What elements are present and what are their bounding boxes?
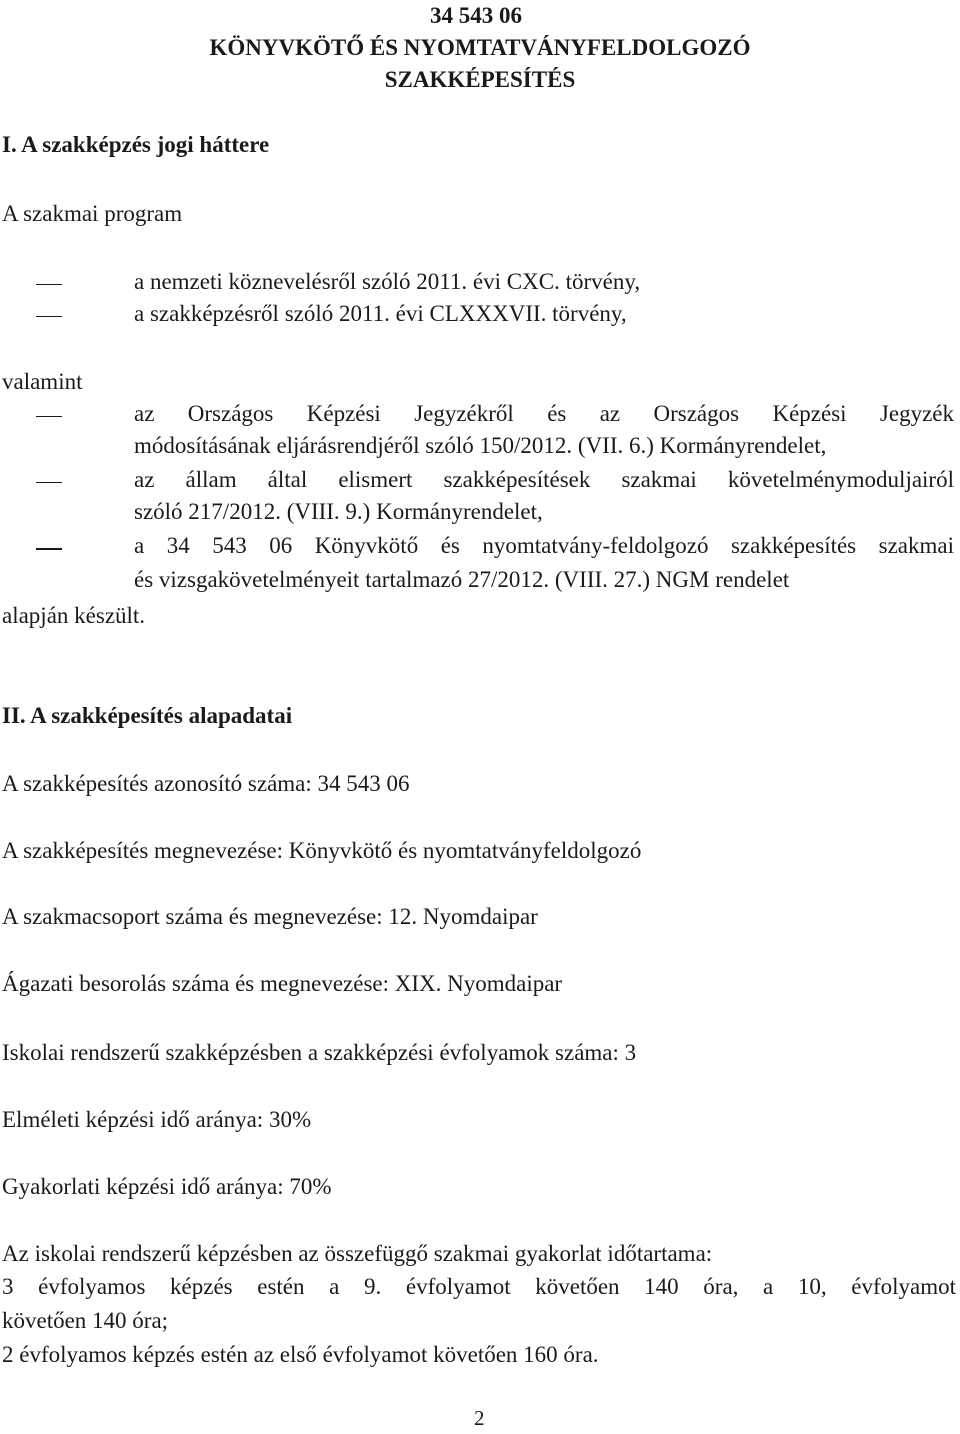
field-years: Iskolai rendszerű szakképzésben a szakképzési évfolyamok száma: 3 <box>2 1040 637 1065</box>
list-dash <box>36 548 62 550</box>
practice-text: 3 évfolyamos képzés estén a 9. évfolyamot követően 140 óra, a 10, évfolyamot <box>2 1274 956 1299</box>
page-number: 2 <box>474 1406 485 1430</box>
decree-text: az állam által elismert szakképesítések szakmai követelménymoduljairól <box>134 467 954 492</box>
list-item <box>134 400 954 428</box>
field-practice-ratio: Gyakorlati képzési idő aránya: 70% <box>2 1174 332 1199</box>
field-theory-ratio: Elméleti képzési idő aránya: 30% <box>2 1107 312 1132</box>
list-item <box>134 466 954 494</box>
list-item <box>134 532 954 560</box>
document-title: KÖNYVKÖTŐ ÉS NYOMTATVÁNYFELDOLGOZÓ <box>209 35 751 60</box>
document-title-line2: SZAKKÉPESÍTÉS <box>384 67 576 92</box>
practice-line <box>2 1273 956 1301</box>
closing-text: alapján készült. <box>2 603 146 628</box>
list-dash <box>36 482 62 483</box>
practice-line: 2 évfolyamos képzés estén az első évfolyamot követően 160 óra. <box>2 1342 599 1367</box>
section-heading-legal-background: I. A szakképzés jogi háttere <box>2 132 270 157</box>
list-item: a nemzeti köznevelésről szóló 2011. évi CXC. törvény, <box>134 269 641 294</box>
decree-text: az Országos Képzési Jegyzékről és az Országos Képzési Jegyzék <box>134 401 954 426</box>
qualification-code: 34 543 06 <box>430 3 522 28</box>
program-intro: A szakmai program <box>2 201 183 226</box>
connector-text: valamint <box>2 369 83 394</box>
field-sector: Ágazati besorolás száma és megnevezése: XIX. Nyomdaipar <box>2 971 563 996</box>
list-item: a szakképzésről szóló 2011. évi CLXXXVII. törvény, <box>134 301 627 326</box>
field-id-number: A szakképesítés azonosító száma: 34 543 06 <box>2 771 410 796</box>
practice-line: követően 140 óra; <box>2 1308 169 1333</box>
list-item-continuation: módosításának eljárásrendjéről szóló 150/2012. (VII. 6.) Kormányrendelet, <box>134 433 827 458</box>
field-name: A szakképesítés megnevezése: Könyvkötő és nyomtatványfeldolgozó <box>2 838 642 863</box>
field-group: A szakmacsoport száma és megnevezése: 12. Nyomdaipar <box>2 904 538 929</box>
decree-text: a 34 543 06 Könyvkötő és nyomtatvány-feldolgozó szakképesítés szakmai <box>134 533 954 558</box>
list-dash <box>36 316 62 317</box>
list-item-continuation: szóló 217/2012. (VIII. 9.) Kormányrendelet, <box>134 499 543 524</box>
list-dash <box>36 416 62 417</box>
section-heading-basic-data: II. A szakképesítés alapadatai <box>2 703 293 728</box>
list-item-continuation: és vizsgakövetelményeit tartalmazó 27/2012. (VIII. 27.) NGM rendelet <box>134 567 790 592</box>
list-dash <box>36 284 62 285</box>
practice-title: Az iskolai rendszerű képzésben az összefüggő szakmai gyakorlat időtartama: <box>2 1241 713 1266</box>
